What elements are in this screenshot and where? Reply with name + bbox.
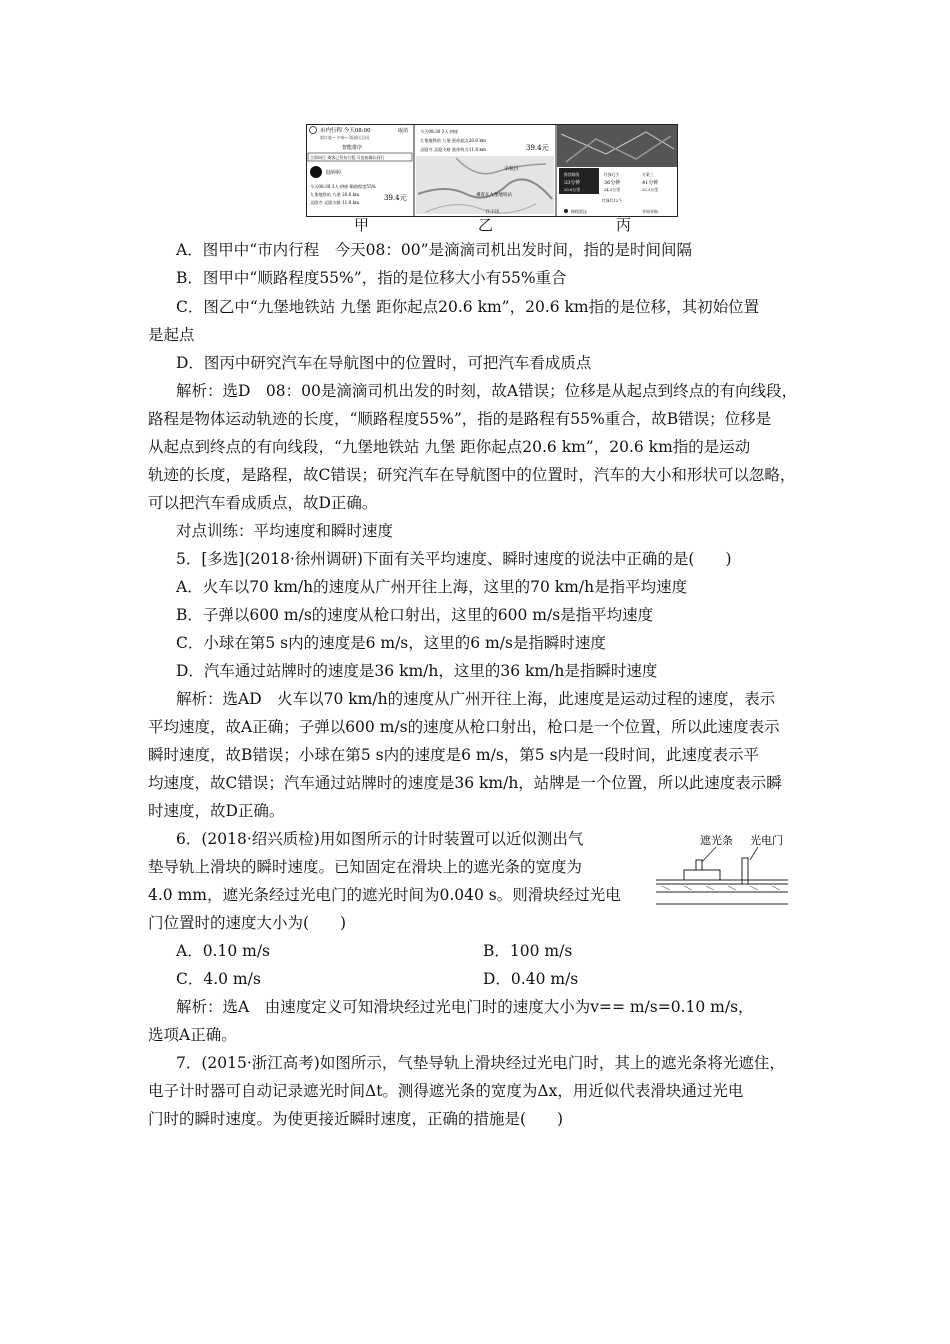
slider-block <box>684 870 720 880</box>
section-heading: 对点训练：平均速度和瞬时速度 <box>176 522 394 540</box>
q5-solution-2: 平均速度，故A正确；子弹以600 m/s的速度从枪口射出，枪口是一个位置，所以此速度表示 <box>148 718 780 736</box>
q5-solution-3: 瞬时速度，故B错误；小球在第5 s内的速度是6 m/s，第5 s内是一段时间，此速度表示平 <box>148 746 760 764</box>
bing-opt2-title: 红绿灯少 <box>604 172 620 177</box>
yi-stop1: 九堡地铁站 九堡 距你起点20.6 km <box>420 138 486 143</box>
bing-lights: 红绿灯12个 <box>602 198 623 203</box>
jia-route: 都红港→ 中秦→ 圆通回总园 <box>320 135 370 140</box>
q6-solution-1: 解析：选A 由速度定义可知滑块经过光电门时的速度大小为v== m/s=0.10 m/s， <box>176 998 754 1016</box>
label-shading-strip: 遮光条 <box>700 834 733 847</box>
q7-stem-1: 7．(2015·浙江高考)如图所示，气垫导轨上滑块经过光电门时，其上的遮光条将光遮住， <box>176 1054 785 1072</box>
q6-option-c: C．4.0 m/s <box>176 970 261 988</box>
q6-stem-1: 6．(2018·绍兴质检)用如图所示的计时装置可以近似测出气 <box>176 830 584 848</box>
shading-strip <box>696 860 702 870</box>
jia-trip: 今天08:30 3人·拼座·顺路程度55% <box>310 184 376 189</box>
yi-stop2: 灵隐寺 灵隐支路 距你终点11.8 km <box>420 147 486 152</box>
q5-option-c: C．小球在第5 s内的速度是6 m/s，这里的6 m/s是指瞬时速度 <box>176 634 606 652</box>
bing-opt1-dist: 20.6公里 <box>564 187 581 192</box>
q6-option-a: A．0.10 m/s <box>176 942 271 960</box>
q6-solution-2: 选项A正确。 <box>148 1026 237 1044</box>
q5-option-a: A．火车以70 km/h的速度从广州开往上海，这里的70 km/h是指平均速度 <box>176 578 688 596</box>
q4-option-b: B．图甲中“顺路程度55%”，指的是位移大小有55%重合 <box>176 269 567 287</box>
bing-map <box>557 125 677 167</box>
caption-bing: 丙 <box>616 216 632 234</box>
bing-opt3-title: 方案三 <box>642 172 654 177</box>
q4-solution-4: 轨迹的长度，是路程，故C错误；研究汽车在导航图中的位置时，汽车的大小和形状可以忽略， <box>148 466 796 484</box>
q6-option-d: D．0.40 m/s <box>483 970 579 988</box>
q4-solution-2: 路程是物体运动轨迹的长度，“顺路程度55%”，指的是路程有55%重合，故B错误；位移是 <box>148 410 772 428</box>
q4-option-c-cont: 是起点 <box>148 326 195 344</box>
q5-option-d: D．汽车通过站牌时的速度是36 km/h，这里的36 km/h是指瞬时速度 <box>176 662 658 680</box>
q5-solution-1: 解析：选AD 火车以70 km/h的速度从广州开往上海，此速度是运动过程的速度，表示 <box>176 690 776 708</box>
jia-driver: 陆婷婷 <box>326 170 342 176</box>
caption-jia: 甲 <box>354 216 370 234</box>
bing-opt1-title: 推荐路线 <box>564 172 580 177</box>
caption-yi: 乙 <box>478 216 494 234</box>
q5-stem: 5．[多选](2018·徐州调研)下面有关平均速度、瞬时速度的说法中正确的是( ) <box>176 550 732 568</box>
bing-btn-preview: 路线雷达 <box>571 209 587 214</box>
jia-row: 立即同行 乘客已发布行程,可直接确认同行 <box>310 155 385 160</box>
q4-solution-3: 从起点到终点的有向线段，“九堡地铁站 九堡 距你起点20.6 km”，20.6 km指的是运动 <box>148 438 751 456</box>
jia-price: 39.4元 <box>384 194 407 202</box>
figure-photogate <box>654 830 790 914</box>
q4-option-c: C．图乙中“九堡地铁站 九堡 距你起点20.6 km”，20.6 km指的是位移，其初始位置 <box>176 298 760 316</box>
yi-place3: 江干区 <box>486 210 500 215</box>
q6-stem-3: 4.0 mm，遮光条经过光电门的遮光时间为0.040 s。则滑块经过光电 <box>148 886 621 904</box>
bing-opt1-time: 33分钟 <box>564 180 581 186</box>
jia-stop2: 灵隐寺 灵隐支路 11.8 km <box>310 200 360 205</box>
figure-captions <box>306 214 678 232</box>
q7-stem-3: 门时的瞬时速度。为使更接近瞬时速度，正确的措施是( ) <box>148 1110 564 1128</box>
q4-solution-5: 可以把汽车看成质点，故D正确。 <box>148 494 378 512</box>
driver-avatar <box>310 166 322 178</box>
jia-stop1: 九堡地铁站 九堡 20.6 km <box>310 192 360 197</box>
q5-option-b: B．子弹以600 m/s的速度从枪口射出，这里的600 m/s是指平均速度 <box>176 606 654 624</box>
jia-cancel: 取消 <box>398 128 409 134</box>
bing-opt3-time: 41分钟 <box>642 180 659 186</box>
q5-solution-4: 均速度，故C错误；汽车通过站牌时的速度是36 km/h，站牌是一个位置，所以此速度表示瞬 <box>148 774 782 792</box>
yi-place1: 余杭区 <box>504 166 520 172</box>
yi-place2: 乘客在九堡地铁站 <box>476 193 512 198</box>
q6-stem-2: 垫导轨上滑块的瞬时速度。已知固定在滑块上的遮光条的宽度为 <box>148 858 583 876</box>
bing-opt2-dist: 24.5公里 <box>604 187 621 192</box>
q6-option-b: B．100 m/s <box>483 942 573 960</box>
bing-opt3-dist: 22.3公里 <box>642 187 659 192</box>
yi-price: 39.4元 <box>526 144 549 152</box>
q4-option-d: D．图丙中研究汽车在导航图中的位置时，可把汽车看成质点 <box>176 354 592 372</box>
yi-trip: 今天08:30 3人·拼座 <box>420 129 459 134</box>
q5-solution-5: 时速度，故D正确。 <box>148 802 285 820</box>
jia-sort: 智能排序 <box>342 145 363 151</box>
q4-solution-1: 解析：选D 08：00是滴滴司机出发的时刻，故A错误；位移是从起点到终点的有向线段， <box>176 382 798 400</box>
label-photogate: 光电门 <box>750 834 783 847</box>
q7-stem-2: 电子计时器可自动记录遮光时间Δt。测得遮光条的宽度为Δx，用近似代表滑块通过光电 <box>148 1082 744 1100</box>
bing-opt2-time: 36分钟 <box>604 180 621 186</box>
q6-stem-4: 门位置时的速度大小为( ) <box>148 914 347 932</box>
q4-option-a: A．图甲中“市内行程 今天08：00”是滴滴司机出发时间，指的是时间间隔 <box>176 241 692 259</box>
bing-btn-nav: 开始导航 <box>642 209 658 214</box>
jia-header: 市内行程 今天08:00 <box>320 128 371 134</box>
photogate-svg <box>654 830 790 914</box>
